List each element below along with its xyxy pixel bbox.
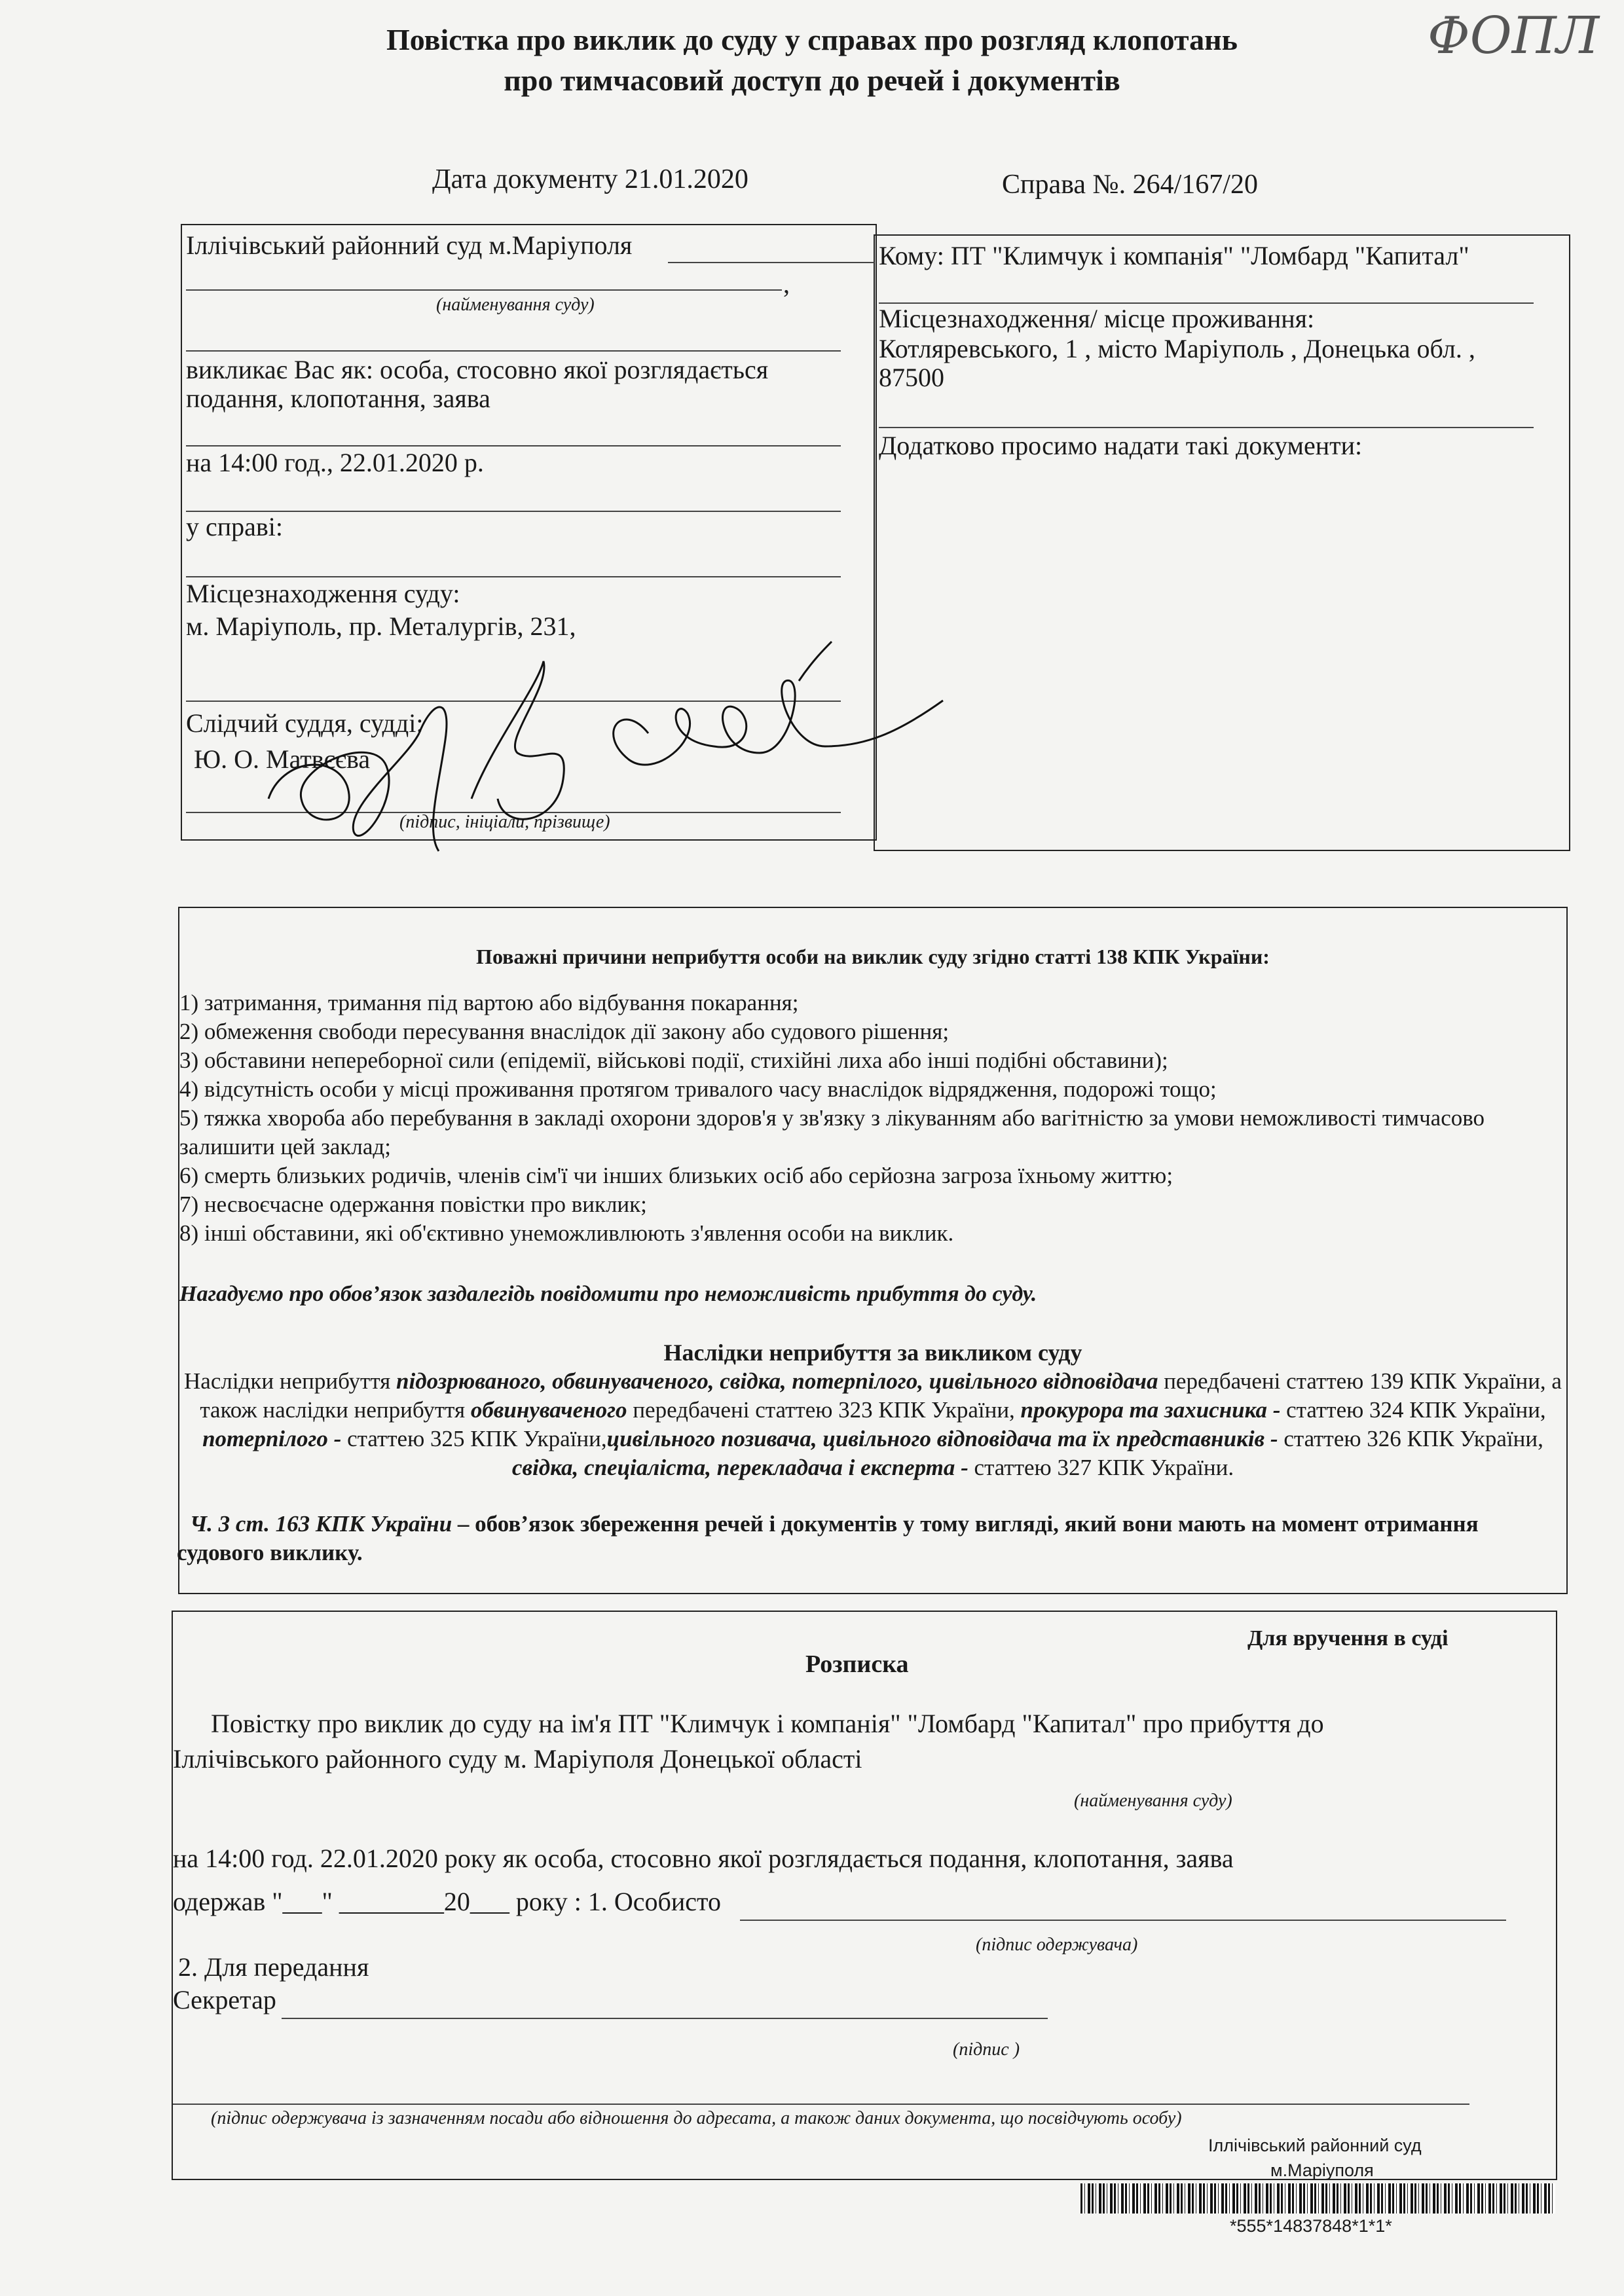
- title-line-1: Повістка про виклик до суду у справах про розгляд клопотань: [386, 23, 1238, 56]
- reason-item: 2) обмеження свободи пересування внаслідок дії закону або судового рішення;: [179, 1019, 950, 1044]
- stamp-line-1: Іллічівський районний суд: [1208, 2136, 1422, 2155]
- corner-handwritten-mark: ФОПЛ: [1428, 7, 1599, 65]
- c-part: цивільного позивача, цивільного відповідача та їх представників -: [606, 1426, 1278, 1451]
- c-part: статтею 324 КПК України,: [1280, 1397, 1546, 1423]
- c-part: потерпілого -: [202, 1426, 342, 1451]
- in-case-label: у справі:: [186, 512, 284, 541]
- c-part: статтею 325 КПК України,: [341, 1426, 607, 1451]
- recipient-address-1: Котляревського, 1 , місто Маріуполь , Донецька обл. ,: [879, 334, 1475, 363]
- reasons-list: [179, 989, 1548, 1248]
- receipt-court-caption: (найменування суду): [1074, 1791, 1232, 1811]
- barcode: [1080, 2183, 1555, 2214]
- for-court-label: Для вручення в суді: [1247, 1626, 1449, 1650]
- receipt-text-1: Повістку про виклик до суду на ім'я ПТ "Климчук і компанія" "Ломбард "Капитал" про прибуття до: [211, 1709, 1324, 1738]
- judge-signature: [255, 635, 950, 871]
- c-part: прокурора та захисника -: [1020, 1397, 1281, 1423]
- recipient-address-2: 87500: [879, 363, 944, 392]
- page-title: [0, 20, 1624, 101]
- reason-item: 6) смерть близьких родичів, членів сім'ї чи інших близьких осіб або серйозна загроза їхньому життю;: [179, 1163, 1173, 1188]
- c-part: Наслідки неприбуття: [184, 1368, 397, 1394]
- c-part: обвинуваченого: [470, 1397, 627, 1423]
- recipient-signature-caption: (підпис одержувача): [976, 1935, 1138, 1955]
- signature-caption: (підпис, ініціали, прізвище): [399, 812, 610, 832]
- court-location-label: Місцезнаходження суду:: [186, 579, 460, 608]
- recipient-location-label: Місцезнаходження/ місце проживання:: [879, 304, 1315, 333]
- reason-item: 5) тяжка хвороба або перебування в закладі охорони здоров'я у зв'язку з лікуванням або вагітністю за умови неможливості тимчасово залишити цей заклад;: [179, 1105, 1485, 1159]
- consequences-heading: Наслідки неприбуття за викликом суду: [663, 1339, 1082, 1366]
- article-163: [177, 1510, 1539, 1567]
- reason-item: 3) обставини непереборної сили (епідемії, військові події, стихійні лиха або інші подібні обставини);: [179, 1048, 1168, 1073]
- receipt-text-2: Іллічівського районного суду м. Маріуполя Донецької області: [173, 1744, 862, 1774]
- reason-item: 8) інші обставини, які об'єктивно унеможливлюють з'явлення особи на виклик.: [179, 1220, 954, 1246]
- c-part: підозрюваного, обвинуваченого, свідка, потерпілого, цивільного відповідача: [396, 1368, 1158, 1394]
- summons-as: викликає Вас як: особа, стосовно якої розглядається: [186, 355, 769, 384]
- receipt-footer-caption: (підпис одержувача із зазначенням посади або відношення до адресата, а також даних документа, що посвідчують особу): [211, 2108, 1182, 2128]
- receipt-received: одержав "___" ________20___ року : 1. Особисто: [173, 1887, 721, 1916]
- receipt-time: на 14:00 год. 22.01.2020 року як особа, стосовно якої розглядається подання, клопотання, заява: [173, 1844, 1234, 1873]
- c-part: передбачені статтею 323 КПК України,: [627, 1397, 1021, 1423]
- article-ref: Ч. 3 ст. 163 КПК України: [190, 1511, 452, 1537]
- reason-item: 1) затримання, тримання під вартою або відбування покарання;: [179, 990, 799, 1015]
- reason-item: 7) несвоєчасне одержання повістки про виклик;: [179, 1192, 647, 1217]
- extra-documents-label: Додатково просимо надати такі документи:: [879, 431, 1363, 460]
- summons-as-2: подання, клопотання, заява: [186, 384, 490, 413]
- document-date: Дата документу 21.01.2020: [432, 164, 748, 194]
- c-part: статтею 326 КПК України,: [1278, 1426, 1543, 1451]
- consequences-text: [182, 1367, 1564, 1482]
- title-line-2: про тимчасовий доступ до речей і документів: [504, 64, 1120, 97]
- c-part: передбачені статтею 139 КПК України, а також наслідки неприбуття: [200, 1368, 1562, 1423]
- recipient-to: Кому: ПТ "Климчук і компанія" "Ломбард "Капитал": [879, 241, 1469, 270]
- article-text: – обов’язок збереження речей і документів у тому вигляді, який вони мають на момент отримання судового виклику.: [177, 1511, 1479, 1565]
- barcode-text: *555*14837848*1*1*: [1230, 2216, 1392, 2236]
- judge-name: Ю. О. Матвєєва: [194, 744, 371, 774]
- c-part: статтею 327 КПК України.: [968, 1455, 1234, 1480]
- reason-item: 4) відсутність особи у місці проживання протягом тривалого часу внаслідок відрядження, подорожі тощо;: [179, 1076, 1217, 1102]
- c-part: свідка, спеціаліста, перекладача і експерта -: [511, 1455, 969, 1480]
- case-number: Справа №. 264/167/20: [1002, 170, 1258, 200]
- stamp-line-2: м.Маріуполя: [1270, 2160, 1374, 2180]
- reminder-text: Нагадуємо про обов’язок заздалегідь повідомити про неможливість прибуття до суду.: [179, 1282, 1037, 1306]
- court-name-caption: (найменування суду): [436, 295, 595, 315]
- court-location: м. Маріуполь, пр. Металургів, 231,: [186, 611, 576, 641]
- receipt-secretary: Секретар: [173, 1985, 276, 2014]
- judge-label: Слідчий суддя, судді:: [186, 708, 424, 738]
- reasons-heading: Поважні причини неприбуття особи на виклик суду згідно статті 138 КПК України:: [476, 945, 1270, 968]
- court-name: Іллічівський районний суд м.Маріуполя: [186, 230, 633, 260]
- hearing-time: на 14:00 год., 22.01.2020 р.: [186, 448, 484, 477]
- receipt-transfer: 2. Для передання: [178, 1952, 369, 1982]
- receipt-title: Розписка: [805, 1650, 909, 1678]
- secretary-signature-caption: (підпис ): [953, 2039, 1020, 2060]
